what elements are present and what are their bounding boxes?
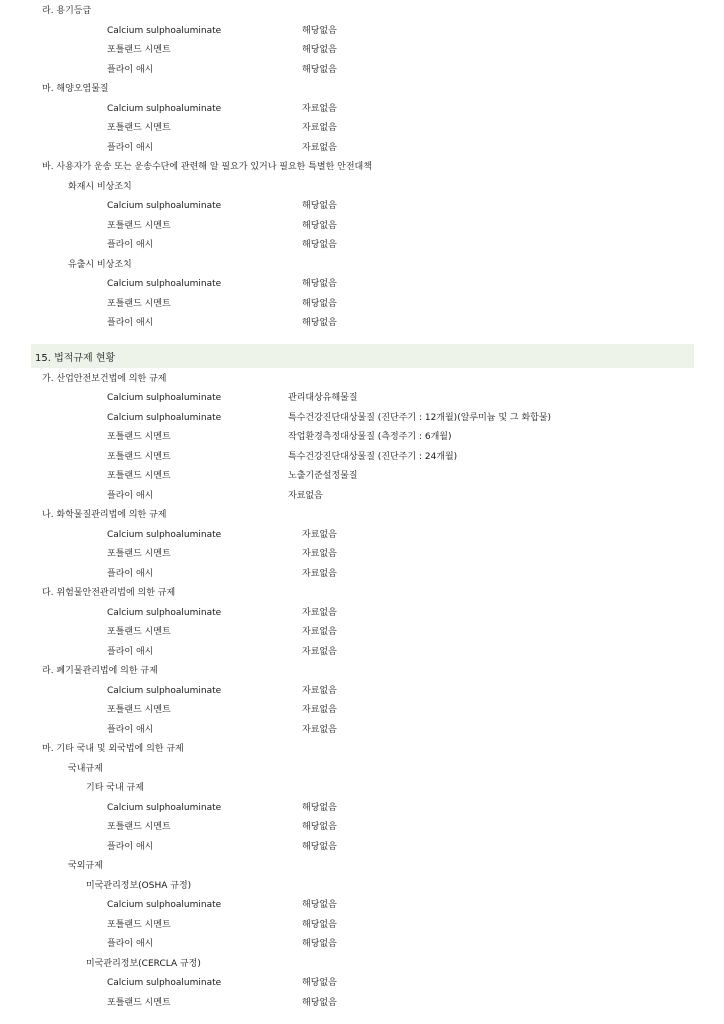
- substance-name: Calcium sulphoaluminate: [107, 900, 222, 910]
- regulation-value: 해당없음: [302, 220, 337, 231]
- regulation-row: [0, 489, 724, 503]
- subsection-heading: [0, 372, 724, 386]
- substance-name: 포틀랜드 시멘트: [107, 997, 171, 1008]
- regulation-value: 해당없음: [302, 318, 337, 328]
- substance-name: 포틀랜드 시멘트: [107, 549, 171, 559]
- subsection-label: 마. 기타 국내 및 외국법에 의한 규제: [42, 744, 184, 754]
- regulation-value: 작업환경측정대상물질 (측정주기 : 6개월): [288, 432, 452, 442]
- subsection-label: 마. 해양오염물질: [42, 84, 109, 94]
- subsection-heading: [0, 586, 724, 600]
- regulation-row: [0, 645, 724, 659]
- regulation-value: 자료없음: [302, 142, 337, 153]
- regulation-value: 관리대상유해물질: [288, 393, 358, 403]
- substance-name: 플라이 애시: [107, 939, 154, 949]
- substance-name: Calcium sulphoaluminate: [107, 25, 222, 36]
- regulation-value: 자료없음: [302, 568, 337, 579]
- regulation-row: [0, 24, 724, 38]
- regulation-value: 해당없음: [302, 64, 337, 75]
- subsection-heading: [0, 664, 724, 678]
- regulation-row: [0, 840, 724, 854]
- regulation-row: [0, 898, 724, 912]
- regulation-row: [0, 199, 724, 213]
- substance-name: 플라이 애시: [107, 646, 154, 657]
- substance-name: Calcium sulphoaluminate: [107, 103, 222, 114]
- regulation-value: 해당없음: [302, 240, 337, 250]
- regulation-value: 해당없음: [302, 919, 337, 930]
- subsection-heading: [0, 508, 724, 522]
- subsection-label: 국내규제: [68, 763, 103, 774]
- regulation-row: [0, 316, 724, 330]
- substance-name: 포틀랜드 시멘트: [107, 298, 171, 309]
- substance-name: Calcium sulphoaluminate: [107, 279, 222, 289]
- regulation-value: 자료없음: [302, 627, 337, 637]
- subsection-heading: [0, 742, 724, 756]
- subsection-label: 미국관리정보(OSHA 규정): [86, 880, 192, 891]
- regulation-row: [0, 976, 724, 990]
- regulation-value: 해당없음: [302, 841, 337, 852]
- regulation-row: [0, 723, 724, 737]
- substance-name: 플라이 애시: [107, 142, 154, 153]
- section-heading: [31, 344, 694, 368]
- regulation-value: 해당없음: [302, 45, 337, 55]
- substance-name: 포틀랜드 시멘트: [107, 45, 171, 55]
- regulation-row: [0, 918, 724, 932]
- regulation-value: 해당없음: [302, 201, 337, 211]
- regulation-value: 자료없음: [302, 646, 337, 657]
- substance-name: Calcium sulphoaluminate: [107, 978, 222, 988]
- regulation-value: 자료없음: [302, 724, 337, 735]
- subsection-label: 미국관리정보(CERCLA 규정): [86, 958, 201, 969]
- regulation-row: [0, 801, 724, 815]
- subsection-heading: [0, 957, 724, 971]
- subsection-heading: [0, 781, 724, 795]
- substance-name: Calcium sulphoaluminate: [107, 412, 222, 423]
- regulation-value: 자료없음: [302, 549, 337, 559]
- subsection-label: 국외규제: [68, 861, 103, 871]
- regulation-value: 자료없음: [302, 685, 337, 696]
- substance-name: 플라이 애시: [107, 240, 154, 250]
- regulation-value: 해당없음: [302, 900, 337, 910]
- regulation-row: [0, 141, 724, 155]
- subsection-label: 기타 국내 규제: [86, 783, 144, 793]
- regulation-value: 해당없음: [302, 822, 337, 832]
- regulation-value: 자료없음: [288, 490, 323, 501]
- regulation-row: [0, 547, 724, 561]
- regulation-value: 자료없음: [302, 705, 337, 715]
- substance-name: Calcium sulphoaluminate: [107, 685, 222, 696]
- substance-name: 포틀랜드 시멘트: [107, 822, 171, 832]
- regulation-value: 노출기준설정물질: [288, 471, 358, 481]
- substance-name: 포틀랜드 시멘트: [107, 471, 171, 481]
- subsection-heading: [0, 879, 724, 893]
- substance-name: 포틀랜드 시멘트: [107, 919, 171, 930]
- regulation-row: [0, 684, 724, 698]
- regulation-value: 해당없음: [302, 997, 337, 1008]
- regulation-value: 자료없음: [302, 607, 337, 618]
- regulation-row: [0, 996, 724, 1010]
- substance-name: Calcium sulphoaluminate: [107, 393, 222, 403]
- regulation-row: [0, 277, 724, 291]
- regulation-row: [0, 43, 724, 57]
- subsection-label: 가. 산업안전보건법에 의한 규제: [42, 373, 167, 384]
- subsection-label: 나. 화학물질관리법에 의한 규제: [42, 510, 167, 520]
- regulation-row: [0, 937, 724, 951]
- regulation-row: [0, 606, 724, 620]
- regulation-row: [0, 297, 724, 311]
- regulation-row: [0, 528, 724, 542]
- subsection-label: 바. 사용자가 운송 또는 운송수단에 관련해 알 필요가 있거나 필요한 특별한 안전대책: [42, 162, 372, 172]
- regulation-row: [0, 219, 724, 233]
- regulation-value: 해당없음: [302, 939, 337, 949]
- subsection-heading: [0, 4, 724, 18]
- substance-name: 포틀랜드 시멘트: [107, 451, 171, 462]
- regulation-value: 특수건강진단대상물질 (진단주기 : 24개월): [288, 451, 458, 462]
- regulation-value: 자료없음: [302, 123, 337, 133]
- substance-name: 포틀랜드 시멘트: [107, 123, 171, 133]
- regulation-row: [0, 430, 724, 444]
- regulation-row: [0, 102, 724, 116]
- subsection-heading: [0, 82, 724, 96]
- regulation-row: [0, 703, 724, 717]
- regulation-value: 자료없음: [302, 529, 337, 540]
- subsection-label: 라. 용기등급: [42, 6, 92, 16]
- regulation-row: [0, 121, 724, 135]
- regulation-row: [0, 450, 724, 464]
- regulation-row: [0, 391, 724, 405]
- regulation-value: 해당없음: [302, 298, 337, 309]
- substance-name: 포틀랜드 시멘트: [107, 705, 171, 715]
- substance-name: Calcium sulphoaluminate: [107, 607, 222, 618]
- subsection-label: 라. 폐기물관리법에 의한 규제: [42, 666, 158, 676]
- subsection-label: 유출시 비상조치: [68, 259, 132, 270]
- section-heading-title: 15. 법적규제 현황: [35, 352, 116, 364]
- regulation-row: [0, 469, 724, 483]
- regulation-value: 특수건강진단대상물질 (진단주기 : 12개월)(알루미늄 및 그 화합물): [288, 412, 552, 423]
- subsection-label: 화재시 비상조치: [68, 181, 132, 192]
- regulation-row: [0, 820, 724, 834]
- substance-name: 플라이 애시: [107, 490, 154, 501]
- regulation-value: 해당없음: [302, 978, 337, 988]
- regulation-value: 해당없음: [302, 279, 337, 289]
- regulation-value: 해당없음: [302, 25, 337, 36]
- substance-name: 플라이 애시: [107, 568, 154, 579]
- subsection-heading: [0, 160, 724, 174]
- subsection-heading: [0, 859, 724, 873]
- substance-name: 플라이 애시: [107, 724, 154, 735]
- subsection-heading: [0, 762, 724, 776]
- substance-name: 포틀랜드 시멘트: [107, 432, 171, 442]
- regulation-value: 자료없음: [302, 103, 337, 114]
- substance-name: 플라이 애시: [107, 64, 154, 75]
- subsection-label: 다. 위험물안전관리법에 의한 규제: [42, 588, 176, 598]
- regulation-row: [0, 625, 724, 639]
- regulation-value: 해당없음: [302, 802, 337, 813]
- subsection-heading: [0, 258, 724, 272]
- subsection-heading: [0, 180, 724, 194]
- substance-name: Calcium sulphoaluminate: [107, 529, 222, 540]
- regulation-row: [0, 567, 724, 581]
- substance-name: 포틀랜드 시멘트: [107, 627, 171, 637]
- substance-name: Calcium sulphoaluminate: [107, 802, 222, 813]
- substance-name: 플라이 애시: [107, 841, 154, 852]
- regulation-row: [0, 238, 724, 252]
- substance-name: Calcium sulphoaluminate: [107, 201, 222, 211]
- regulation-row: [0, 411, 724, 425]
- regulation-row: [0, 63, 724, 77]
- substance-name: 포틀랜드 시멘트: [107, 220, 171, 231]
- substance-name: 플라이 애시: [107, 318, 154, 328]
